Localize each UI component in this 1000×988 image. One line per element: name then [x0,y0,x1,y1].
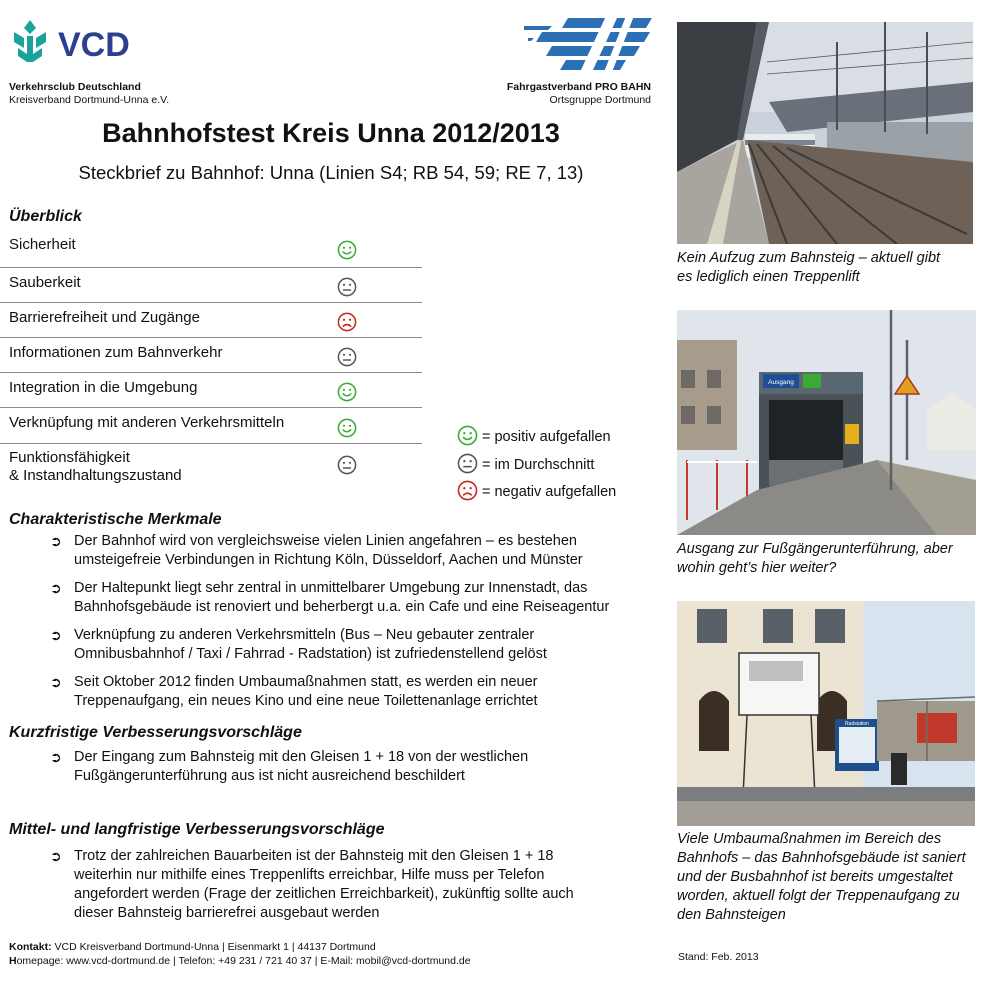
characteristics-heading: Charakteristische Merkmale [9,511,222,528]
long-term-list [50,847,660,932]
arrow-right-icon: ➲ [50,674,62,690]
vcd-emblem-icon [14,20,46,62]
arrow-right-icon: ➲ [50,848,62,864]
footer-contact [9,941,471,968]
arrow-right-icon: ➲ [50,533,62,549]
overview-row-label: Funktionsfähigkeit & Instandhaltungszustand [9,449,182,484]
long-term-heading: Mittel- und langfristige Verbesserungsvorschläge [9,821,385,838]
smiley-neutral-icon [337,347,357,367]
legend-item-neutral [457,452,616,480]
overview-row-informationen [0,338,422,373]
overview-row-label: Informationen zum Bahnverkehr [9,344,223,361]
stand-date: Stand: Feb. 2013 [678,951,759,963]
photo-sign-radstation: Radstation [845,721,869,727]
probahn-logo [522,16,654,72]
vcd-organization [9,81,169,107]
page-title: Bahnhofstest Kreis Unna 2012/2013 [102,118,560,148]
photo-platform [677,22,973,244]
smiley-negative-icon [457,480,478,501]
arrow-right-icon: ➲ [50,627,62,643]
photo-platform-caption: Kein Aufzug zum Bahnsteig – aktuell gibt es lediglich einen Treppenlift [677,250,941,285]
smiley-neutral-icon [337,455,357,475]
legend-label: = im Durchschnitt [482,456,595,473]
list-item: ➲ Der Bahnhof wird von vergleichsweise vielen Linien angefahren – es bestehen umsteigefreie Verbindungen in Richtung Köln, Düsseldorf, Aachen und Münster [50,533,583,568]
smiley-positive-icon [457,425,478,446]
overview-row-funktionsfaehigkeit [0,444,422,488]
rating-legend [457,424,616,507]
overview-row-label: Verknüpfung mit anderen Verkehrsmitteln [9,414,285,431]
legend-item-positive [457,424,616,452]
vcd-logo-text: VCD [58,26,130,64]
list-item: ➲ Trotz der zahlreichen Bauarbeiten ist der Bahnsteig mit den Gleisen 1 + 18 weiterhin nur mithilfe eines Treppenlifts erreichbar, Hilfe muss per Telefon angefordert werden (Frage der zeitlichen Erreichbarkeit), zukünftig sollte auch dieser Bahnsteig barrierefrei ausgebaut werden [50,848,574,921]
overview-heading: Überblick [9,208,82,225]
photo-station-caption: Viele Umbaumaßnahmen im Bereich des Bahnhofs – das Bahnhofsgebäude ist saniert und der Busbahnhof ist bereits umgestaltet worden, aktuell folgt der Treppenaufgang zu den Bahnsteigen [677,831,966,923]
arrow-right-icon: ➲ [50,580,62,596]
photo-underpass-exit [677,310,976,535]
smiley-positive-icon [337,382,357,402]
page-subtitle: Steckbrief zu Bahnhof: Unna (Linien S4; RB 54, 59; RE 7, 13) [78,162,584,183]
characteristics-list [50,532,660,720]
list-item: ➲ Der Haltepunkt liegt sehr zentral in unmittelbarer Umgebung zur Innenstadt, das Bahnhofsgebäude ist renoviert und beherbergt u.a. ein Cafe und eine Reiseagentur [50,580,610,615]
overview-row-label: Barrierefreiheit und Zugänge [9,309,200,326]
legend-label: = negativ aufgefallen [482,484,617,500]
vcd-logo [10,18,150,66]
legend-label: = positiv aufgefallen [482,429,611,445]
legend-item-negative [457,479,616,507]
arrow-right-icon: ➲ [50,749,62,765]
probahn-organization [507,81,651,107]
photo-station-building [677,601,975,826]
photo-underpass-caption: Ausgang zur Fußgängerunterführung, aber wohin geht’s hier weiter? [677,541,953,576]
overview-row-label: Sicherheit [9,236,76,253]
overview-row-label: Integration in die Umgebung [9,379,198,396]
smiley-neutral-icon [457,453,478,474]
homepage-initial: H [9,954,17,967]
overview-row-barrierefreiheit [0,303,422,338]
photo-sign-ausgang: Ausgang [768,379,794,386]
overview-row-integration [0,373,422,408]
smiley-positive-icon [337,240,357,260]
overview-row-sauberkeit [0,268,422,303]
contact-text: VCD Kreisverband Dortmund-Unna | Eisenmarkt 1 | 44137 Dortmund [51,941,376,953]
short-term-heading: Kurzfristige Verbesserungsvorschläge [9,724,302,741]
vcd-org-name: Verkehrsclub Deutschland [9,81,141,93]
vcd-org-branch: Kreisverband Dortmund-Unna e.V. [9,94,170,106]
probahn-org-name: Fahrgastverband PRO BAHN [506,81,651,93]
overview-row-verknuepfung [0,408,422,444]
probahn-org-branch: Ortsgruppe Dortmund [549,94,651,106]
smiley-negative-icon [337,312,357,332]
smiley-neutral-icon [337,277,357,297]
contact-label: Kontakt: [9,941,52,953]
overview-row-label: Sauberkeit [9,274,81,291]
short-term-list [50,748,660,795]
list-item: ➲ Der Eingang zum Bahnsteig mit den Gleisen 1 + 18 von der westlichen Fußgängerunterführung aus ist nicht ausreichend beschildert [50,749,529,784]
list-item: ➲ Verknüpfung zu anderen Verkehrsmitteln (Bus – Neu gebauter zentraler Omnibusbahnhof / Taxi / Fahrrad - Radstation) ist zufriedenstellend gelöst [50,627,547,662]
homepage-text: omepage: www.vcd-dortmund.de | Telefon: +49 231 / 721 40 37 | E-Mail: mobil@vcd-dortmund.de [16,954,471,967]
overview-row-sicherheit [0,230,422,268]
smiley-positive-icon [337,418,357,438]
list-item: ➲ Seit Oktober 2012 finden Umbaumaßnahmen statt, es werden ein neuer Treppenaufgang, ein neues Kino und eine neue Toilettenanlage errichtet [50,674,538,709]
